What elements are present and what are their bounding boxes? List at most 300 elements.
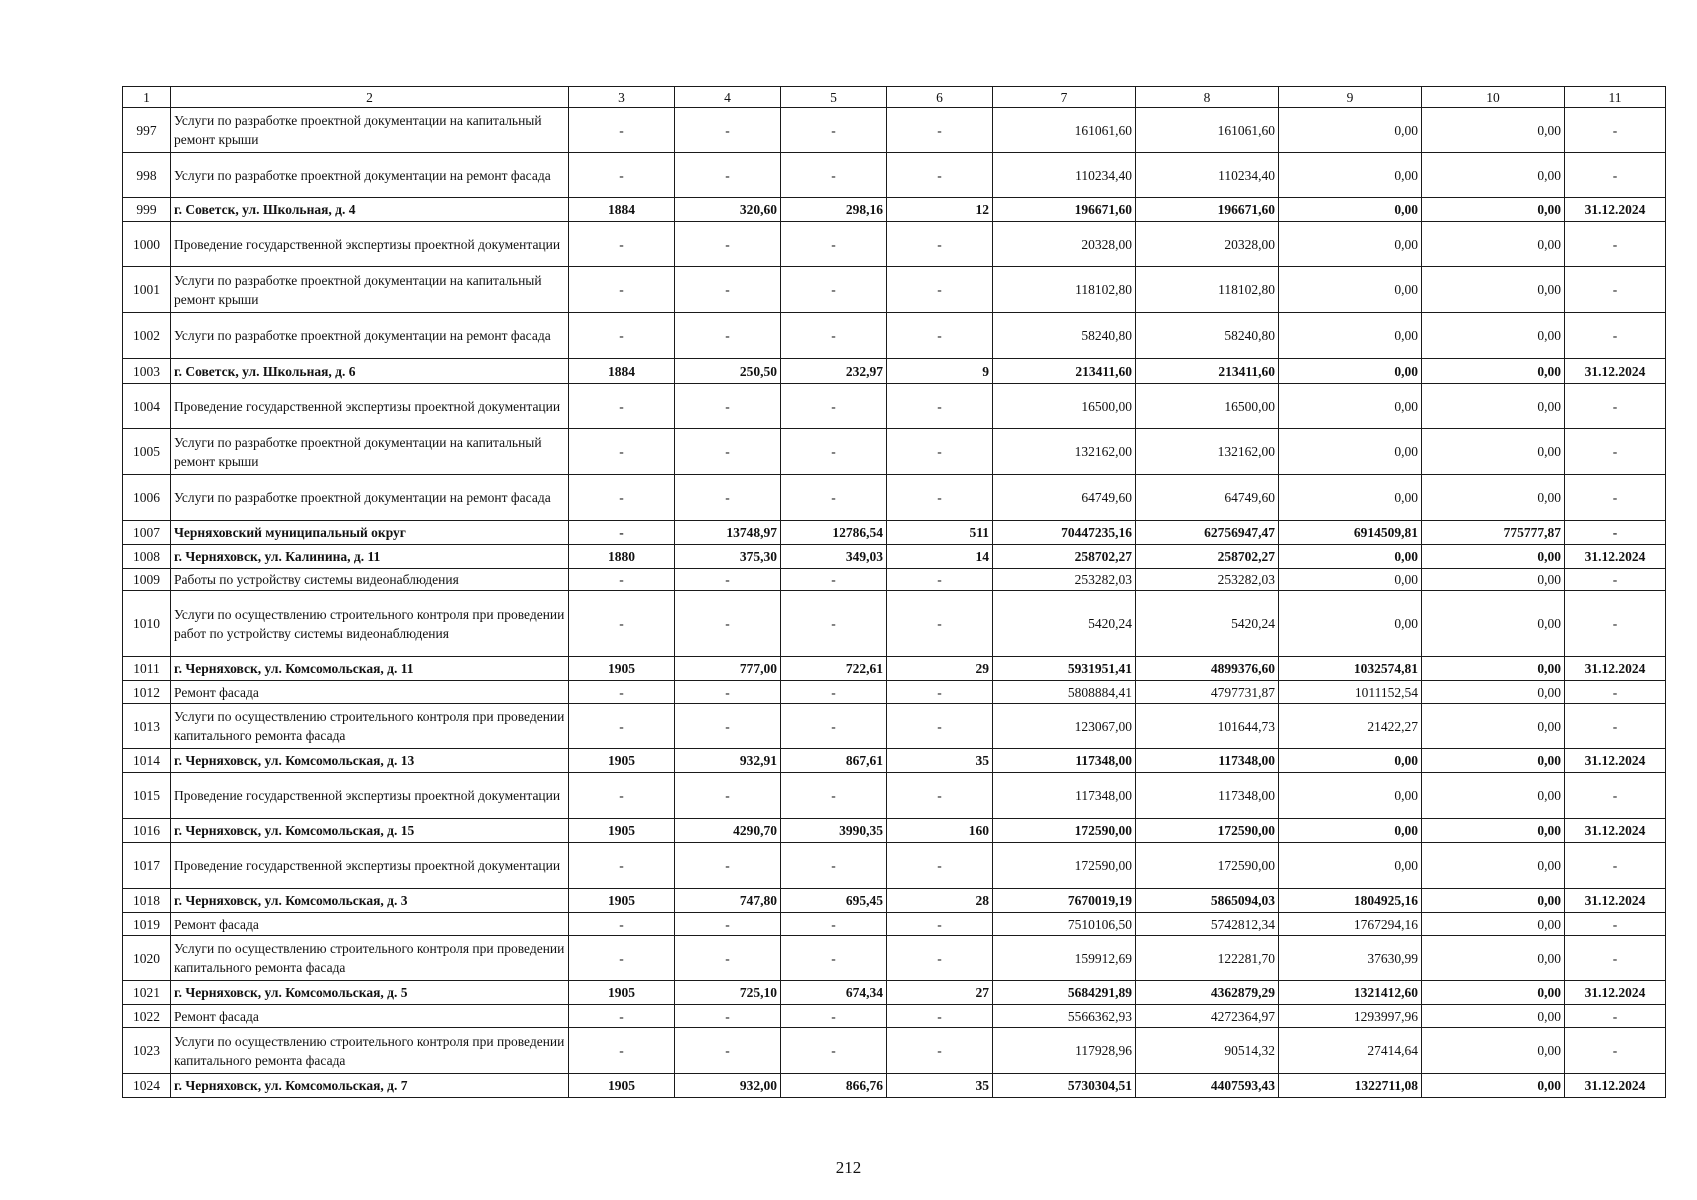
col5-value: - — [781, 108, 887, 153]
col8-value: 196671,60 — [1136, 198, 1279, 222]
col3-value: - — [569, 704, 675, 749]
col8-value: 64749,60 — [1136, 475, 1279, 521]
col7-value: 258702,27 — [993, 545, 1136, 569]
col4-value: - — [675, 1005, 781, 1028]
col7-value: 196671,60 — [993, 198, 1136, 222]
row-number: 1019 — [123, 913, 171, 936]
col6-value: 28 — [887, 889, 993, 913]
col8-value: 117348,00 — [1136, 749, 1279, 773]
col7-value: 5808884,41 — [993, 681, 1136, 704]
row-number: 1007 — [123, 521, 171, 545]
col8-value: 213411,60 — [1136, 359, 1279, 384]
col11-value: 31.12.2024 — [1565, 359, 1666, 384]
col10-value: 0,00 — [1422, 889, 1565, 913]
col3-value: - — [569, 569, 675, 591]
col3-value: 1905 — [569, 1074, 675, 1098]
col6-value: - — [887, 475, 993, 521]
col4-value: - — [675, 1028, 781, 1074]
col4-value: 320,60 — [675, 198, 781, 222]
table-row — [123, 267, 1666, 313]
table-header-row — [123, 87, 1666, 108]
col5-value: - — [781, 681, 887, 704]
row-name: Услуги по разработке проектной документации на ремонт фасада — [171, 313, 569, 359]
table-row — [123, 108, 1666, 153]
table-row — [123, 657, 1666, 681]
col6-value: - — [887, 843, 993, 889]
col9-value: 0,00 — [1279, 359, 1422, 384]
table-row — [123, 198, 1666, 222]
col4-value: 13748,97 — [675, 521, 781, 545]
col4-value: - — [675, 843, 781, 889]
header-cell: 3 — [569, 87, 675, 108]
row-name: Услуги по разработке проектной документации на капитальный ремонт крыши — [171, 108, 569, 153]
row-name: Черняховский муниципальный округ — [171, 521, 569, 545]
col6-value: - — [887, 384, 993, 429]
col6-value: - — [887, 313, 993, 359]
col11-value: - — [1565, 773, 1666, 819]
row-name: Услуги по разработке проектной документации на капитальный ремонт крыши — [171, 429, 569, 475]
table-row — [123, 569, 1666, 591]
col6-value: - — [887, 773, 993, 819]
col11-value: - — [1565, 704, 1666, 749]
col5-value: 674,34 — [781, 981, 887, 1005]
col7-value: 16500,00 — [993, 384, 1136, 429]
col9-value: 21422,27 — [1279, 704, 1422, 749]
col10-value: 0,00 — [1422, 569, 1565, 591]
row-number: 1011 — [123, 657, 171, 681]
col3-value: 1905 — [569, 819, 675, 843]
col6-value: - — [887, 108, 993, 153]
col8-value: 132162,00 — [1136, 429, 1279, 475]
col6-value: 9 — [887, 359, 993, 384]
table-row — [123, 313, 1666, 359]
col4-value: - — [675, 475, 781, 521]
row-name: г. Черняховск, ул. Комсомольская, д. 7 — [171, 1074, 569, 1098]
col7-value: 5730304,51 — [993, 1074, 1136, 1098]
row-number: 1013 — [123, 704, 171, 749]
col3-value: - — [569, 913, 675, 936]
col11-value: 31.12.2024 — [1565, 198, 1666, 222]
row-number: 1014 — [123, 749, 171, 773]
col3-value: - — [569, 591, 675, 657]
col10-value: 0,00 — [1422, 198, 1565, 222]
col11-value: 31.12.2024 — [1565, 1074, 1666, 1098]
row-number: 1001 — [123, 267, 171, 313]
table-row — [123, 591, 1666, 657]
col6-value: - — [887, 222, 993, 267]
row-number: 1020 — [123, 936, 171, 981]
col5-value: - — [781, 936, 887, 981]
col9-value: 0,00 — [1279, 591, 1422, 657]
col9-value: 0,00 — [1279, 843, 1422, 889]
col8-value: 4407593,43 — [1136, 1074, 1279, 1098]
col4-value: - — [675, 108, 781, 153]
col7-value: 64749,60 — [993, 475, 1136, 521]
col4-value: - — [675, 773, 781, 819]
col6-value: 35 — [887, 1074, 993, 1098]
data-table — [122, 86, 1666, 1098]
row-number: 1003 — [123, 359, 171, 384]
col5-value: 349,03 — [781, 545, 887, 569]
col5-value: 866,76 — [781, 1074, 887, 1098]
col10-value: 0,00 — [1422, 591, 1565, 657]
col10-value: 0,00 — [1422, 1028, 1565, 1074]
row-number: 1009 — [123, 569, 171, 591]
col7-value: 5931951,41 — [993, 657, 1136, 681]
row-name: Работы по устройству системы видеонаблюдения — [171, 569, 569, 591]
col9-value: 1321412,60 — [1279, 981, 1422, 1005]
row-name: г. Черняховск, ул. Комсомольская, д. 11 — [171, 657, 569, 681]
col8-value: 4899376,60 — [1136, 657, 1279, 681]
col10-value: 0,00 — [1422, 681, 1565, 704]
col4-value: - — [675, 384, 781, 429]
col10-value: 0,00 — [1422, 545, 1565, 569]
col3-value: - — [569, 313, 675, 359]
col7-value: 132162,00 — [993, 429, 1136, 475]
col7-value: 58240,80 — [993, 313, 1136, 359]
col7-value: 110234,40 — [993, 153, 1136, 198]
row-name: Услуги по осуществлению строительного контроля при проведении капитального ремонта фасада — [171, 1028, 569, 1074]
col8-value: 16500,00 — [1136, 384, 1279, 429]
col3-value: 1905 — [569, 657, 675, 681]
table-row — [123, 749, 1666, 773]
col10-value: 0,00 — [1422, 222, 1565, 267]
col5-value: 695,45 — [781, 889, 887, 913]
page-number: 212 — [835, 1158, 862, 1177]
col4-value: - — [675, 569, 781, 591]
col3-value: - — [569, 1028, 675, 1074]
col9-value: 0,00 — [1279, 153, 1422, 198]
col7-value: 5566362,93 — [993, 1005, 1136, 1028]
row-name: Проведение государственной экспертизы проектной документации — [171, 222, 569, 267]
col9-value: 1322711,08 — [1279, 1074, 1422, 1098]
col11-value: - — [1565, 1005, 1666, 1028]
row-number: 1015 — [123, 773, 171, 819]
col4-value: - — [675, 704, 781, 749]
col7-value: 7510106,50 — [993, 913, 1136, 936]
table-row — [123, 681, 1666, 704]
col11-value: - — [1565, 521, 1666, 545]
col8-value: 110234,40 — [1136, 153, 1279, 198]
col4-value: - — [675, 267, 781, 313]
col8-value: 4797731,87 — [1136, 681, 1279, 704]
col3-value: - — [569, 429, 675, 475]
col9-value: 0,00 — [1279, 267, 1422, 313]
col9-value: 0,00 — [1279, 198, 1422, 222]
col3-value: - — [569, 843, 675, 889]
row-name: г. Черняховск, ул. Комсомольская, д. 13 — [171, 749, 569, 773]
col10-value: 0,00 — [1422, 936, 1565, 981]
col5-value: - — [781, 913, 887, 936]
col8-value: 118102,80 — [1136, 267, 1279, 313]
col10-value: 0,00 — [1422, 749, 1565, 773]
col5-value: 867,61 — [781, 749, 887, 773]
table-row — [123, 1005, 1666, 1028]
col8-value: 62756947,47 — [1136, 521, 1279, 545]
col8-value: 4362879,29 — [1136, 981, 1279, 1005]
col10-value: 0,00 — [1422, 384, 1565, 429]
col3-value: - — [569, 108, 675, 153]
table-row — [123, 773, 1666, 819]
col5-value: - — [781, 1005, 887, 1028]
col8-value: 253282,03 — [1136, 569, 1279, 591]
header-cell: 8 — [1136, 87, 1279, 108]
col10-value: 0,00 — [1422, 267, 1565, 313]
col3-value: 1905 — [569, 749, 675, 773]
header-cell: 10 — [1422, 87, 1565, 108]
header-cell: 7 — [993, 87, 1136, 108]
col9-value: 1011152,54 — [1279, 681, 1422, 704]
col3-value: - — [569, 936, 675, 981]
col8-value: 20328,00 — [1136, 222, 1279, 267]
row-number: 1017 — [123, 843, 171, 889]
col11-value: 31.12.2024 — [1565, 981, 1666, 1005]
col8-value: 161061,60 — [1136, 108, 1279, 153]
col11-value: - — [1565, 267, 1666, 313]
table-row — [123, 1074, 1666, 1098]
row-number: 999 — [123, 198, 171, 222]
row-name: Проведение государственной экспертизы проектной документации — [171, 773, 569, 819]
col11-value: 31.12.2024 — [1565, 749, 1666, 773]
col10-value: 0,00 — [1422, 704, 1565, 749]
table-row — [123, 384, 1666, 429]
col10-value: 0,00 — [1422, 913, 1565, 936]
row-name: Услуги по разработке проектной документации на ремонт фасада — [171, 475, 569, 521]
col3-value: 1880 — [569, 545, 675, 569]
header-cell: 2 — [171, 87, 569, 108]
col9-value: 0,00 — [1279, 384, 1422, 429]
table-row — [123, 843, 1666, 889]
table-row — [123, 981, 1666, 1005]
col4-value: - — [675, 681, 781, 704]
row-name: Ремонт фасада — [171, 1005, 569, 1028]
header-cell: 9 — [1279, 87, 1422, 108]
col9-value: 1032574,81 — [1279, 657, 1422, 681]
table-row — [123, 545, 1666, 569]
col6-value: - — [887, 1028, 993, 1074]
col7-value: 70447235,16 — [993, 521, 1136, 545]
header-cell: 5 — [781, 87, 887, 108]
col7-value: 253282,03 — [993, 569, 1136, 591]
col11-value: - — [1565, 384, 1666, 429]
col4-value: - — [675, 936, 781, 981]
row-name: Проведение государственной экспертизы проектной документации — [171, 384, 569, 429]
col11-value: - — [1565, 429, 1666, 475]
col3-value: 1884 — [569, 198, 675, 222]
col3-value: - — [569, 681, 675, 704]
col7-value: 213411,60 — [993, 359, 1136, 384]
col9-value: 0,00 — [1279, 819, 1422, 843]
row-name: Услуги по осуществлению строительного контроля при проведении капитального ремонта фасада — [171, 936, 569, 981]
col7-value: 7670019,19 — [993, 889, 1136, 913]
col8-value: 90514,32 — [1136, 1028, 1279, 1074]
row-number: 1016 — [123, 819, 171, 843]
row-number: 1024 — [123, 1074, 171, 1098]
col7-value: 117928,96 — [993, 1028, 1136, 1074]
row-name: Проведение государственной экспертизы проектной документации — [171, 843, 569, 889]
table-row — [123, 521, 1666, 545]
table-row — [123, 819, 1666, 843]
col11-value: - — [1565, 936, 1666, 981]
col11-value: 31.12.2024 — [1565, 819, 1666, 843]
col4-value: 932,00 — [675, 1074, 781, 1098]
col5-value: 722,61 — [781, 657, 887, 681]
table-row — [123, 1028, 1666, 1074]
col5-value: - — [781, 843, 887, 889]
col11-value: - — [1565, 153, 1666, 198]
col6-value: - — [887, 704, 993, 749]
row-number: 1004 — [123, 384, 171, 429]
col9-value: 0,00 — [1279, 569, 1422, 591]
col10-value: 775777,87 — [1422, 521, 1565, 545]
col8-value: 5865094,03 — [1136, 889, 1279, 913]
row-number: 998 — [123, 153, 171, 198]
col5-value: - — [781, 429, 887, 475]
row-name: Услуги по разработке проектной документации на ремонт фасада — [171, 153, 569, 198]
col6-value: 511 — [887, 521, 993, 545]
col3-value: - — [569, 153, 675, 198]
col8-value: 117348,00 — [1136, 773, 1279, 819]
col10-value: 0,00 — [1422, 313, 1565, 359]
col8-value: 172590,00 — [1136, 843, 1279, 889]
col4-value: 250,50 — [675, 359, 781, 384]
col6-value: - — [887, 591, 993, 657]
row-number: 1012 — [123, 681, 171, 704]
col10-value: 0,00 — [1422, 153, 1565, 198]
col11-value: - — [1565, 108, 1666, 153]
col3-value: - — [569, 222, 675, 267]
col5-value: - — [781, 222, 887, 267]
row-number: 1008 — [123, 545, 171, 569]
col5-value: - — [781, 313, 887, 359]
row-name: Ремонт фасада — [171, 681, 569, 704]
row-number: 997 — [123, 108, 171, 153]
col4-value: 777,00 — [675, 657, 781, 681]
col10-value: 0,00 — [1422, 843, 1565, 889]
col5-value: - — [781, 704, 887, 749]
col9-value: 0,00 — [1279, 429, 1422, 475]
col3-value: - — [569, 521, 675, 545]
col3-value: - — [569, 773, 675, 819]
col3-value: 1905 — [569, 981, 675, 1005]
col8-value: 5420,24 — [1136, 591, 1279, 657]
col9-value: 1293997,96 — [1279, 1005, 1422, 1028]
col9-value: 27414,64 — [1279, 1028, 1422, 1074]
col11-value: - — [1565, 475, 1666, 521]
col11-value: - — [1565, 313, 1666, 359]
col10-value: 0,00 — [1422, 359, 1565, 384]
col4-value: - — [675, 591, 781, 657]
table-row — [123, 889, 1666, 913]
col9-value: 1767294,16 — [1279, 913, 1422, 936]
col9-value: 0,00 — [1279, 108, 1422, 153]
col4-value: - — [675, 222, 781, 267]
col11-value: - — [1565, 913, 1666, 936]
row-number: 1000 — [123, 222, 171, 267]
col3-value: - — [569, 384, 675, 429]
col4-value: 747,80 — [675, 889, 781, 913]
col3-value: 1884 — [569, 359, 675, 384]
row-name: г. Черняховск, ул. Комсомольская, д. 5 — [171, 981, 569, 1005]
col3-value: - — [569, 475, 675, 521]
col6-value: - — [887, 1005, 993, 1028]
header-cell: 4 — [675, 87, 781, 108]
col6-value: 29 — [887, 657, 993, 681]
col6-value: 160 — [887, 819, 993, 843]
row-name: г. Советск, ул. Школьная, д. 6 — [171, 359, 569, 384]
col10-value: 0,00 — [1422, 981, 1565, 1005]
col4-value: 375,30 — [675, 545, 781, 569]
col9-value: 0,00 — [1279, 475, 1422, 521]
col8-value: 5742812,34 — [1136, 913, 1279, 936]
col6-value: 35 — [887, 749, 993, 773]
col5-value: 232,97 — [781, 359, 887, 384]
col4-value: 932,91 — [675, 749, 781, 773]
col9-value: 0,00 — [1279, 749, 1422, 773]
col11-value: - — [1565, 1028, 1666, 1074]
table-row — [123, 222, 1666, 267]
col7-value: 117348,00 — [993, 773, 1136, 819]
row-number: 1010 — [123, 591, 171, 657]
row-number: 1022 — [123, 1005, 171, 1028]
col7-value: 20328,00 — [993, 222, 1136, 267]
col6-value: - — [887, 936, 993, 981]
row-number: 1006 — [123, 475, 171, 521]
col6-value: 14 — [887, 545, 993, 569]
row-number: 1018 — [123, 889, 171, 913]
col10-value: 0,00 — [1422, 429, 1565, 475]
col4-value: - — [675, 313, 781, 359]
col5-value: - — [781, 1028, 887, 1074]
row-number: 1002 — [123, 313, 171, 359]
col11-value: - — [1565, 843, 1666, 889]
table-row — [123, 936, 1666, 981]
col5-value: - — [781, 591, 887, 657]
table-row — [123, 429, 1666, 475]
col4-value: - — [675, 429, 781, 475]
col6-value: 12 — [887, 198, 993, 222]
row-name: г. Черняховск, ул. Комсомольская, д. 15 — [171, 819, 569, 843]
col10-value: 0,00 — [1422, 475, 1565, 521]
col8-value: 258702,27 — [1136, 545, 1279, 569]
col4-value: - — [675, 913, 781, 936]
col4-value: 4290,70 — [675, 819, 781, 843]
col7-value: 5420,24 — [993, 591, 1136, 657]
col5-value: 12786,54 — [781, 521, 887, 545]
col8-value: 101644,73 — [1136, 704, 1279, 749]
col4-value: 725,10 — [675, 981, 781, 1005]
row-number: 1005 — [123, 429, 171, 475]
col7-value: 161061,60 — [993, 108, 1136, 153]
col6-value: - — [887, 569, 993, 591]
col10-value: 0,00 — [1422, 657, 1565, 681]
col5-value: 298,16 — [781, 198, 887, 222]
table-row — [123, 475, 1666, 521]
col7-value: 172590,00 — [993, 843, 1136, 889]
col6-value: - — [887, 153, 993, 198]
col5-value: - — [781, 569, 887, 591]
row-number: 1023 — [123, 1028, 171, 1074]
table-body — [123, 108, 1666, 1098]
col9-value: 1804925,16 — [1279, 889, 1422, 913]
col3-value: 1905 — [569, 889, 675, 913]
col6-value: 27 — [887, 981, 993, 1005]
col11-value: - — [1565, 222, 1666, 267]
header-cell: 1 — [123, 87, 171, 108]
col11-value: - — [1565, 591, 1666, 657]
col10-value: 0,00 — [1422, 1074, 1565, 1098]
col5-value: - — [781, 384, 887, 429]
